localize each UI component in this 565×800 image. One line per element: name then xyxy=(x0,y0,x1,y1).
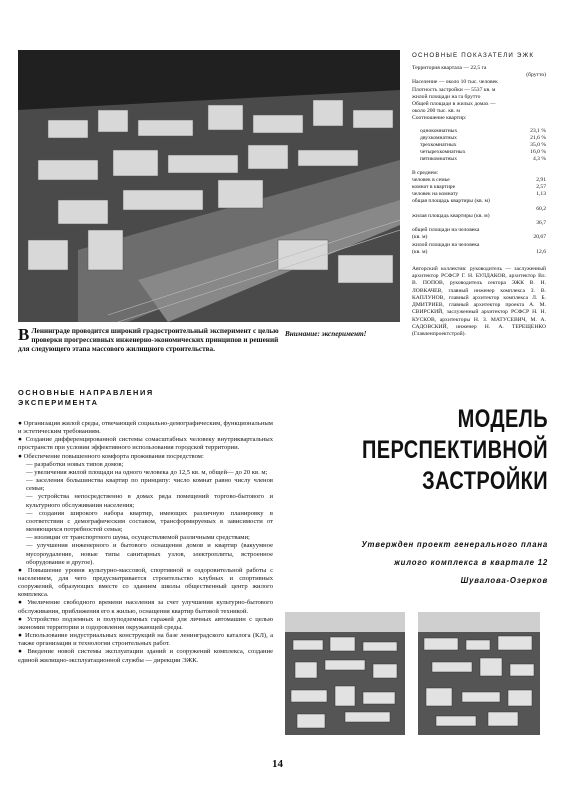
article-subtitle xyxy=(280,540,548,586)
model-photo-left xyxy=(285,612,405,735)
body-paragraph: ● Введение новой системы эксплуатации зданий и сооружений комплекса, создание единой жилищно-эксплуатационной службы — дирекции ЭЖК. xyxy=(18,648,273,664)
ratio-row: четырехкомнатных 16,0 % xyxy=(420,149,546,156)
body-paragraph: — создания широкого набора квартир, имеющих различную планировку в соответствии с демографическим составом, трансформируемых в зависимости от меняющихся потребностей семьи; xyxy=(26,509,273,534)
averages-list xyxy=(412,177,546,256)
body-paragraph: — заселения большинства квартир по принципу: число комнат равно числу членов семьи; xyxy=(26,477,273,493)
model-photo-right-illustration xyxy=(418,612,540,735)
main-model-photo xyxy=(18,50,400,322)
model-photo-illustration xyxy=(18,50,400,322)
body-paragraph: — устройства непосредственно в домах ряда помещений торгово-бытового и культурного обслуживания населения; xyxy=(26,493,273,509)
title-line: МОДЕЛЬ xyxy=(457,405,548,433)
attention-label: Внимание: эксперимент! xyxy=(285,330,367,338)
section-heading-line: ОСНОВНЫЕ НАПРАВЛЕНИЯ xyxy=(18,388,154,397)
average-row: жилой площади на человека xyxy=(412,241,480,248)
average-row: общая площадь квартиры (кв. м) xyxy=(412,198,490,205)
stats-line: Соотношение квартир: xyxy=(412,115,467,122)
body-paragraph: ● Увеличение свободного времени населения за счет улучшения культурно-бытового обслуживания, приближения его к жилью, оснащения квартир бытовой техникой. xyxy=(18,599,273,615)
body-paragraph: ● Создание дифференцированной системы сомасштабных человеку внутриквартальных пространств при условии эффективного использования городской территории. xyxy=(18,436,273,452)
title-line: ПЕРСПЕКТИВНОЙ xyxy=(361,436,548,464)
average-row: общей площади на человека xyxy=(412,227,480,234)
average-row: 36,7 xyxy=(536,220,546,227)
caption-text: Ленинграде проводится широкий градостроительный эксперимент с целью проверки прогрессивных инженерно-экономических принципов и решений для следующего этапа массового жилищного строительства. xyxy=(18,327,279,353)
body-paragraph: ● Повышение уровня культурно-массовой, спортивной и оздоровительной работы с населением, для чего предусматривается строительство клубных и спортивных сооружений, образующих вместе со зданием школы общественный центр жилого комплекса. xyxy=(18,566,273,599)
ratio-list xyxy=(412,128,546,164)
article-title xyxy=(290,404,548,497)
body-paragraph: ● Использование индустриальных конструкций на базе ленинградского каталога (КЛ), а также организации и технологии строительных работ. xyxy=(18,632,273,648)
model-photo-left-illustration xyxy=(285,612,405,735)
average-row: человек в семье 2,91 xyxy=(412,176,546,183)
stats-lines xyxy=(412,65,546,123)
stats-line: Территория квартала — 22,5 га xyxy=(412,65,487,71)
average-row: комнат в квартире 2,57 xyxy=(412,184,546,191)
caption-dropcap: В xyxy=(18,325,30,344)
stats-line: (брутто) xyxy=(526,72,546,79)
subtitle-line: жилого комплекса в квартале 12 xyxy=(394,558,548,567)
average-row: (кв. м) 20,67 xyxy=(412,234,546,241)
stats-line: Плотность застройки — 5537 кв. м xyxy=(412,86,496,93)
stats-line: около 200 тыс. кв. м xyxy=(412,108,460,115)
body-paragraph: — разработки новых типов домов; xyxy=(26,460,124,468)
body-paragraph: — улучшения инженерного и бытового оснащения домов и квартир (вакуумное мусороудаление, новые типы санитарных узлов, электроплиты, встроенное оборудование и другое). xyxy=(26,542,273,566)
page-number: 14 xyxy=(272,758,283,770)
model-photo-right xyxy=(418,612,540,735)
section-heading-line: ЭКСПЕРИМЕНТА xyxy=(18,398,99,407)
body-paragraph: — изоляции от транспортного шума, осуществляемой различными средствами; xyxy=(26,534,250,542)
average-row: жилая площадь квартиры (кв. м) xyxy=(412,212,490,219)
average-row: (кв. м) 12,6 xyxy=(412,248,546,255)
average-row: человек на комнату 1,13 xyxy=(412,191,546,198)
stats-panel xyxy=(412,52,546,337)
body-paragraph: ● Обеспечение повышенного комфорта проживания посредством: xyxy=(18,452,204,460)
averages-label: В среднем: xyxy=(412,169,439,176)
ratio-row: пятикомнатных 4,3 % xyxy=(420,156,546,163)
authors-credit: Авторский коллектив: руководитель — заслуженный архитектор РСФСР Г. Н. БУЛДАКОВ, архитектор Вл. В. ПОПОВ, руководитель сектора ЭЖК В. Н. ЛОВКАЧЕВ, главный инженер комплекса З. В. КАПЛУНОВ, главный архитектор комплекса Л. Б. ДМИТРИЕВ, главный архитектор проекта А. М. СВИРСКИЙ, заслуженный архитектор РСФСР Н. Н. КУСКОВ, архитекторы Н. З. МАТУСЕВИЧ, М. А. САДОВСКИЙ, инженер Н. А. ТЕРЕЩЕНКО (Главленпроектстрой). xyxy=(412,266,546,337)
ratio-row: трехкомнатных 35,0 % xyxy=(420,142,546,149)
body-paragraph: ● Организация жилой среды, отвечающей социально-демографическим, функциональным и эстетическим требованиям. xyxy=(18,420,273,436)
photo-caption xyxy=(18,327,280,354)
stats-title: ОСНОВНЫЕ ПОКАЗАТЕЛИ ЭЖК xyxy=(412,52,535,59)
subtitle-line: Утвержден проект генерального плана xyxy=(361,540,548,549)
section-heading xyxy=(18,388,154,408)
stats-line: Общей площади в жилых домах — xyxy=(412,101,496,108)
title-line: ЗАСТРОЙКИ xyxy=(422,467,548,495)
average-row: 60,2 xyxy=(536,205,546,212)
body-paragraph: — увеличения жилой площади на одного человека до 12,5 кв. м, общей— до 20 кв. м; xyxy=(26,468,268,476)
body-paragraph: ● Устройство подземных и полуподземных гаражей для личных автомашин с целью экономии территории и оздоровления окружающей среды. xyxy=(18,615,273,631)
stats-line: жилой площади на га брутто xyxy=(412,93,481,100)
body-text xyxy=(18,420,273,665)
ratio-row: двухкомнатных 21,6 % xyxy=(420,134,546,141)
subtitle-line: Шувалова-Озерков xyxy=(460,576,548,585)
stats-line: Население — около 10 тыс. человек xyxy=(412,79,498,86)
ratio-row: однокомнатных 23,1 % xyxy=(420,127,546,134)
